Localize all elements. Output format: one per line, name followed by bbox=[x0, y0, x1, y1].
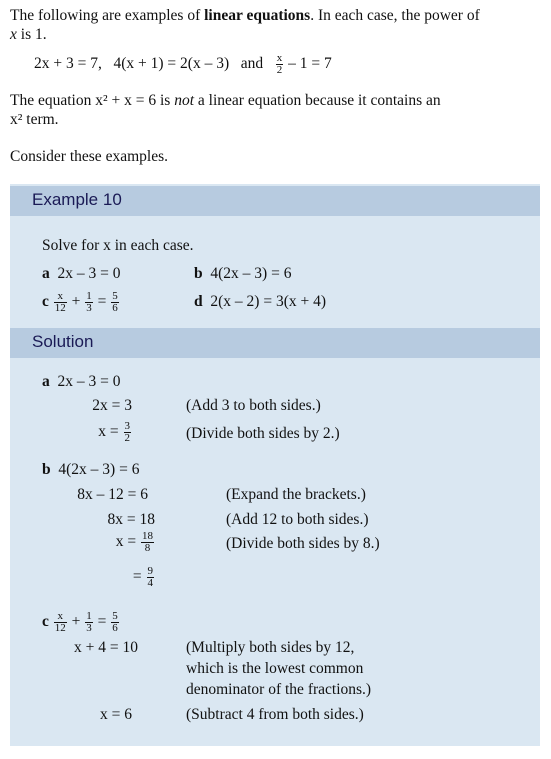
solution-a-step-2 bbox=[60, 418, 132, 446]
nonlinear-equation: x² + x = 6 bbox=[95, 92, 157, 109]
plus-sign: + bbox=[71, 613, 81, 630]
fraction-x-over-2: $\frac{x}{2}$ bbox=[276, 51, 283, 76]
intro-text-2: is 1. bbox=[16, 26, 47, 43]
fraction: $\frac{x}{12}$ bbox=[54, 609, 66, 634]
solution-a-note-1: (Add 3 to both sides.) bbox=[186, 397, 321, 414]
part-equation: 2x – 3 = 0 bbox=[57, 373, 121, 390]
part-equation: 2x – 3 = 0 bbox=[57, 265, 121, 282]
intro-text: The following are examples of bbox=[10, 7, 205, 24]
variable-x: x bbox=[10, 26, 17, 43]
solution-a-note-2: (Divide both sides by 2.) bbox=[186, 425, 340, 442]
step-lhs: = bbox=[132, 568, 142, 585]
step-lhs: x = bbox=[98, 423, 119, 440]
solution-c bbox=[42, 608, 120, 636]
fraction: $\frac{x}{12}$ bbox=[54, 289, 66, 314]
fraction: $\frac{9}{4}$ bbox=[147, 564, 153, 589]
solution-c-step-1: x + 4 = 10 bbox=[74, 639, 138, 656]
solution-c-note-2: (Subtract 4 from both sides.) bbox=[186, 706, 364, 723]
example-prompt: Solve for x in each case. bbox=[42, 237, 194, 254]
example-title: Example 10 bbox=[32, 190, 122, 209]
solution-title: Solution bbox=[32, 332, 94, 351]
consider-text: Consider these examples. bbox=[10, 148, 168, 165]
solution-b-note-2: (Add 12 to both sides.) bbox=[226, 511, 369, 528]
intro-text-end: . In each case, the power of bbox=[310, 7, 480, 24]
step-lhs: x = bbox=[115, 533, 137, 550]
part-label: a bbox=[42, 265, 50, 282]
solution-b-step-4 bbox=[40, 563, 155, 591]
solution-b-step-2: 8x = 18 bbox=[107, 511, 155, 528]
nonlinear-text-mid: is bbox=[156, 92, 175, 109]
fraction: $\frac{1}{3}$ bbox=[86, 609, 92, 634]
solution-b bbox=[42, 460, 139, 480]
solution-a bbox=[42, 372, 121, 392]
intro-line-1 bbox=[10, 6, 480, 26]
nonlinear-text: The equation bbox=[10, 92, 96, 109]
equation-3-rest: – 1 = 7 bbox=[284, 55, 332, 72]
solution-c-note-1b: which is the lowest common bbox=[186, 660, 364, 677]
part-label: c bbox=[42, 613, 49, 630]
solution-a-step-1: 2x = 3 bbox=[92, 397, 132, 414]
part-label: d bbox=[194, 293, 203, 310]
part-equation: 4(2x – 3) = 6 bbox=[210, 265, 292, 282]
example-part-b bbox=[194, 264, 291, 284]
linear-examples bbox=[34, 52, 332, 76]
nonlinear-line-2: x² term. bbox=[10, 111, 59, 128]
solution-c-note-1c: denominator of the fractions.) bbox=[186, 681, 372, 698]
fraction: $\frac{5}{6}$ bbox=[112, 289, 118, 314]
part-equation: 2(x – 2) = 3(x + 4) bbox=[210, 293, 327, 310]
not-emphasis: not bbox=[174, 92, 195, 109]
example-part-c bbox=[42, 288, 120, 316]
plus-sign: + bbox=[71, 293, 81, 310]
part-label: b bbox=[42, 461, 51, 478]
solution-b-step-1: 8x – 12 = 6 bbox=[77, 486, 148, 503]
solution-b-note-1: (Expand the brackets.) bbox=[226, 486, 366, 503]
solution-b-note-3: (Divide both sides by 8.) bbox=[226, 535, 380, 552]
part-label: c bbox=[42, 293, 49, 310]
part-label: b bbox=[194, 265, 203, 282]
equals-sign: = bbox=[97, 293, 107, 310]
equation-1: 2x + 3 = 7, bbox=[34, 55, 102, 72]
fraction: $\frac{1}{3}$ bbox=[86, 289, 92, 314]
and-word: and bbox=[240, 55, 264, 72]
equals-sign: = bbox=[97, 613, 107, 630]
solution-c-step-2: x = 6 bbox=[100, 706, 132, 723]
equation-2: 4(x + 1) = 2(x – 3) bbox=[113, 55, 230, 72]
example-part-d bbox=[194, 292, 326, 312]
example-part-a bbox=[42, 264, 121, 284]
fraction: $\frac{3}{2}$ bbox=[124, 419, 130, 444]
solution-b-step-3 bbox=[40, 528, 155, 556]
linear-equations-term: linear equations bbox=[204, 7, 311, 24]
part-label: a bbox=[42, 373, 50, 390]
fraction: $\frac{18}{8}$ bbox=[142, 529, 153, 554]
intro-line-2 bbox=[10, 25, 47, 45]
nonlinear-text-end: a linear equation because it contains an bbox=[194, 92, 441, 109]
fraction: $\frac{5}{6}$ bbox=[112, 609, 118, 634]
solution-c-note-1a: (Multiply both sides by 12, bbox=[186, 639, 355, 656]
nonlinear-line-1 bbox=[10, 91, 441, 111]
part-equation: 4(2x – 3) = 6 bbox=[58, 461, 140, 478]
